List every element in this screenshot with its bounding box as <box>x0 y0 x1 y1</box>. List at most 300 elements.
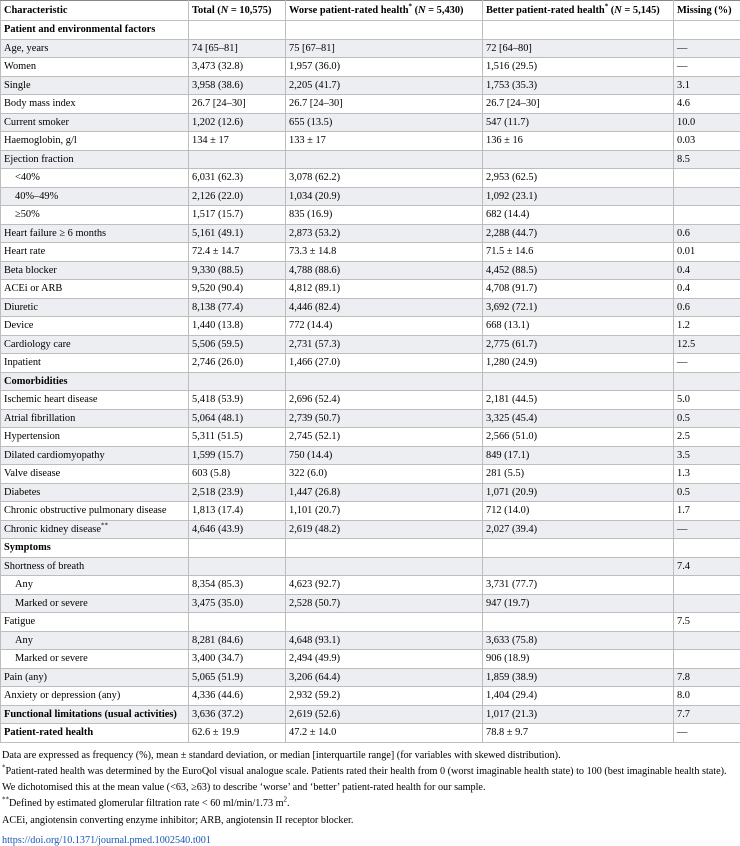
better-cell: 3,692 (72.1) <box>483 298 674 317</box>
section-row <box>1 372 740 391</box>
row-label-text: Single <box>4 80 31 91</box>
total-cell: 74 [65–81] <box>189 39 286 58</box>
row-label <box>1 39 189 58</box>
section-row <box>1 539 740 558</box>
row-label-text: Chronic obstructive pulmonary disease <box>4 505 166 516</box>
total-cell: 1,517 (15.7) <box>189 206 286 225</box>
header-worse-open: ( <box>412 5 418 16</box>
worse-cell <box>286 557 483 576</box>
row-label <box>1 280 189 299</box>
better-cell: 2,027 (39.4) <box>483 520 674 539</box>
empty-cell <box>483 372 674 391</box>
missing-cell: 8.5 <box>674 150 740 169</box>
better-cell: 1,753 (35.3) <box>483 76 674 95</box>
better-cell: 1,859 (38.9) <box>483 668 674 687</box>
table-row <box>1 650 740 669</box>
total-cell: 4,336 (44.6) <box>189 687 286 706</box>
missing-cell <box>674 206 740 225</box>
table-body <box>1 21 740 743</box>
row-label-text: Beta blocker <box>4 265 57 276</box>
better-cell <box>483 150 674 169</box>
header-total-n: N <box>221 5 229 16</box>
better-cell: 2,566 (51.0) <box>483 428 674 447</box>
better-cell: 2,775 (61.7) <box>483 335 674 354</box>
table-row <box>1 557 740 576</box>
table-row <box>1 705 740 724</box>
header-better-footnote-mark: * <box>605 3 609 11</box>
row-label <box>1 317 189 336</box>
row-label <box>1 113 189 132</box>
better-cell: 136 ± 16 <box>483 132 674 151</box>
header-row <box>1 1 740 21</box>
better-cell: 4,452 (88.5) <box>483 261 674 280</box>
row-label-text: Diuretic <box>4 302 38 313</box>
worse-cell: 4,812 (89.1) <box>286 280 483 299</box>
total-cell: 3,958 (38.6) <box>189 76 286 95</box>
total-cell: 8,138 (77.4) <box>189 298 286 317</box>
total-cell <box>189 557 286 576</box>
row-label <box>1 650 189 669</box>
table-header <box>1 1 740 21</box>
table-row <box>1 391 740 410</box>
better-cell: 668 (13.1) <box>483 317 674 336</box>
better-cell: 947 (19.7) <box>483 594 674 613</box>
row-label-text: Age, years <box>4 43 48 54</box>
worse-cell: 3,206 (64.4) <box>286 668 483 687</box>
table-row <box>1 576 740 595</box>
total-cell: 3,636 (37.2) <box>189 705 286 724</box>
total-cell: 3,475 (35.0) <box>189 594 286 613</box>
table-row <box>1 280 740 299</box>
missing-cell: 1.2 <box>674 317 740 336</box>
row-label <box>1 594 189 613</box>
row-label-text: Pain (any) <box>4 672 47 683</box>
row-label <box>1 631 189 650</box>
better-cell: 2,181 (44.5) <box>483 391 674 410</box>
row-label <box>1 298 189 317</box>
header-better-suffix: = 5,145) <box>622 5 660 16</box>
total-cell: 9,520 (90.4) <box>189 280 286 299</box>
header-missing <box>674 1 740 21</box>
worse-cell: 2,619 (48.2) <box>286 520 483 539</box>
total-cell: 1,599 (15.7) <box>189 446 286 465</box>
table-row <box>1 298 740 317</box>
header-missing-label: Missing (%) <box>677 5 732 16</box>
doi-text[interactable]: https://doi.org/10.1371/journal.pmed.1002540.t001 <box>2 835 211 846</box>
table-row <box>1 428 740 447</box>
worse-cell: 2,745 (52.1) <box>286 428 483 447</box>
total-cell: 2,126 (22.0) <box>189 187 286 206</box>
worse-cell <box>286 150 483 169</box>
worse-cell: 655 (13.5) <box>286 113 483 132</box>
note-1 <box>2 748 738 764</box>
row-label-text: Chronic kidney disease <box>4 524 101 535</box>
missing-cell <box>674 650 740 669</box>
missing-cell: 0.4 <box>674 261 740 280</box>
row-label-text: Any <box>15 635 33 646</box>
empty-cell <box>286 372 483 391</box>
empty-cell <box>674 539 740 558</box>
table-row <box>1 483 740 502</box>
header-better-open: ( <box>608 5 614 16</box>
row-label-text: Dilated cardiomyopathy <box>4 450 105 461</box>
table-row <box>1 724 740 743</box>
row-label <box>1 132 189 151</box>
better-cell <box>483 557 674 576</box>
worse-cell: 2,873 (53.2) <box>286 224 483 243</box>
empty-cell <box>189 539 286 558</box>
row-label <box>1 502 189 521</box>
row-label <box>1 354 189 373</box>
missing-cell <box>674 594 740 613</box>
worse-cell: 75 [67–81] <box>286 39 483 58</box>
row-label <box>1 520 189 539</box>
header-total <box>189 1 286 21</box>
row-label-text: Shortness of breath <box>4 561 84 572</box>
table-row <box>1 224 740 243</box>
row-label-text: Heart rate <box>4 246 45 257</box>
header-characteristic <box>1 1 189 21</box>
row-label-text: Diabetes <box>4 487 40 498</box>
total-cell: 603 (5.8) <box>189 465 286 484</box>
header-total-prefix: Total ( <box>192 5 221 16</box>
missing-cell: 0.4 <box>674 280 740 299</box>
total-cell: 5,418 (53.9) <box>189 391 286 410</box>
table-row <box>1 668 740 687</box>
row-label <box>1 95 189 114</box>
row-label <box>1 576 189 595</box>
row-label <box>1 391 189 410</box>
better-cell: 682 (14.4) <box>483 206 674 225</box>
worse-cell <box>286 613 483 632</box>
note-3-text: Defined by estimated glomerular filtration rate < 60 ml/min/1.73 m <box>9 798 284 809</box>
row-label-text: Atrial fibrillation <box>4 413 75 424</box>
missing-cell: — <box>674 58 740 77</box>
better-cell: 281 (5.5) <box>483 465 674 484</box>
table-row <box>1 206 740 225</box>
row-label <box>1 465 189 484</box>
row-label <box>1 169 189 188</box>
note-1-text: Data are expressed as frequency (%), mean ± standard deviation, or median [interquartile range] (for variables with skewed distribution). <box>2 750 561 761</box>
doi-link[interactable] <box>0 829 740 846</box>
row-label <box>1 687 189 706</box>
better-cell: 1,071 (20.9) <box>483 483 674 502</box>
missing-cell: 0.6 <box>674 298 740 317</box>
table-row <box>1 58 740 77</box>
note-3-mark: ** <box>2 796 9 804</box>
empty-cell <box>674 21 740 40</box>
row-label <box>1 483 189 502</box>
row-label-footnote-mark: ** <box>101 521 108 529</box>
better-cell: 547 (11.7) <box>483 113 674 132</box>
table-row <box>1 631 740 650</box>
table-row <box>1 502 740 521</box>
table-row <box>1 354 740 373</box>
empty-cell <box>483 539 674 558</box>
row-label-text: Fatigue <box>4 616 35 627</box>
worse-cell: 2,696 (52.4) <box>286 391 483 410</box>
row-label-text: Heart failure ≥ 6 months <box>4 228 106 239</box>
row-label-text: Any <box>15 579 33 590</box>
better-cell: 4,708 (91.7) <box>483 280 674 299</box>
worse-cell: 73.3 ± 14.8 <box>286 243 483 262</box>
missing-cell: 12.5 <box>674 335 740 354</box>
missing-cell: 5.0 <box>674 391 740 410</box>
row-label-text: ACEi or ARB <box>4 283 62 294</box>
header-better-prefix: Better patient-rated health <box>486 5 605 16</box>
empty-cell <box>674 372 740 391</box>
worse-cell: 772 (14.4) <box>286 317 483 336</box>
total-cell: 72.4 ± 14.7 <box>189 243 286 262</box>
empty-cell <box>189 21 286 40</box>
table-row <box>1 169 740 188</box>
better-cell: 2,953 (62.5) <box>483 169 674 188</box>
note-2-mark: * <box>2 764 6 772</box>
missing-cell: 7.7 <box>674 705 740 724</box>
total-cell: 1,440 (13.8) <box>189 317 286 336</box>
table-row <box>1 465 740 484</box>
worse-cell: 2,494 (49.9) <box>286 650 483 669</box>
better-cell: 78.8 ± 9.7 <box>483 724 674 743</box>
total-cell: 5,161 (49.1) <box>189 224 286 243</box>
table-row <box>1 132 740 151</box>
better-cell: 712 (14.0) <box>483 502 674 521</box>
missing-cell: — <box>674 39 740 58</box>
total-cell: 6,031 (62.3) <box>189 169 286 188</box>
missing-cell: — <box>674 354 740 373</box>
header-worse-prefix: Worse patient-rated health <box>289 5 408 16</box>
row-label-text: Current smoker <box>4 117 69 128</box>
missing-cell: 2.5 <box>674 428 740 447</box>
total-cell <box>189 150 286 169</box>
table-row <box>1 76 740 95</box>
worse-cell: 750 (14.4) <box>286 446 483 465</box>
better-cell: 71.5 ± 14.6 <box>483 243 674 262</box>
better-cell: 72 [64–80] <box>483 39 674 58</box>
better-cell: 849 (17.1) <box>483 446 674 465</box>
worse-cell: 4,623 (92.7) <box>286 576 483 595</box>
note-3-superscript: 2 <box>284 796 288 804</box>
section-row <box>1 21 740 40</box>
total-cell: 2,518 (23.9) <box>189 483 286 502</box>
header-better-n: N <box>614 5 622 16</box>
missing-cell: 0.03 <box>674 132 740 151</box>
note-3 <box>2 796 738 812</box>
missing-cell: 0.5 <box>674 409 740 428</box>
worse-cell: 835 (16.9) <box>286 206 483 225</box>
table-row <box>1 335 740 354</box>
total-cell: 5,065 (51.9) <box>189 668 286 687</box>
row-label-text: Inpatient <box>4 357 41 368</box>
row-label <box>1 224 189 243</box>
worse-cell: 1,447 (26.8) <box>286 483 483 502</box>
row-label <box>1 724 189 743</box>
header-characteristic-label: Characteristic <box>4 5 67 16</box>
missing-cell: 8.0 <box>674 687 740 706</box>
row-label-text: Cardiology care <box>4 339 71 350</box>
total-cell: 26.7 [24–30] <box>189 95 286 114</box>
row-label <box>1 446 189 465</box>
missing-cell: 7.4 <box>674 557 740 576</box>
row-label <box>1 613 189 632</box>
row-label-text: Patient-rated health <box>4 727 93 738</box>
worse-cell: 47.2 ± 14.0 <box>286 724 483 743</box>
note-2 <box>2 764 738 795</box>
worse-cell: 2,932 (59.2) <box>286 687 483 706</box>
row-label-text: Device <box>4 320 33 331</box>
row-label-text: Functional limitations (usual activities) <box>4 709 177 720</box>
table-row <box>1 317 740 336</box>
better-cell <box>483 613 674 632</box>
table-row <box>1 261 740 280</box>
worse-cell: 1,957 (36.0) <box>286 58 483 77</box>
row-label <box>1 58 189 77</box>
table-row <box>1 150 740 169</box>
empty-cell <box>483 21 674 40</box>
worse-cell: 26.7 [24–30] <box>286 95 483 114</box>
total-cell: 5,311 (51.5) <box>189 428 286 447</box>
missing-cell: 0.6 <box>674 224 740 243</box>
missing-cell: 3.5 <box>674 446 740 465</box>
row-label-text: ≥50% <box>15 209 40 220</box>
table-row <box>1 243 740 262</box>
row-label-text: <40% <box>15 172 40 183</box>
header-worse-footnote-mark: * <box>408 3 412 11</box>
total-cell: 4,646 (43.9) <box>189 520 286 539</box>
worse-cell: 4,648 (93.1) <box>286 631 483 650</box>
table-row <box>1 95 740 114</box>
header-total-suffix: = 10,575) <box>228 5 271 16</box>
row-label <box>1 705 189 724</box>
better-cell: 3,633 (75.8) <box>483 631 674 650</box>
missing-cell: 7.8 <box>674 668 740 687</box>
worse-cell: 2,619 (52.6) <box>286 705 483 724</box>
row-label <box>1 206 189 225</box>
missing-cell: 1.3 <box>674 465 740 484</box>
row-label-text: Hypertension <box>4 431 60 442</box>
row-label-text: Body mass index <box>4 98 76 109</box>
better-cell: 1,280 (24.9) <box>483 354 674 373</box>
missing-cell: 1.7 <box>674 502 740 521</box>
total-cell: 5,064 (48.1) <box>189 409 286 428</box>
missing-cell: 10.0 <box>674 113 740 132</box>
worse-cell: 133 ± 17 <box>286 132 483 151</box>
header-worse-suffix: = 5,430) <box>426 5 464 16</box>
missing-cell <box>674 187 740 206</box>
better-cell: 26.7 [24–30] <box>483 95 674 114</box>
table-row <box>1 409 740 428</box>
total-cell: 3,400 (34.7) <box>189 650 286 669</box>
worse-cell: 322 (6.0) <box>286 465 483 484</box>
empty-cell <box>286 539 483 558</box>
row-label <box>1 187 189 206</box>
row-label <box>1 557 189 576</box>
total-cell: 5,506 (59.5) <box>189 335 286 354</box>
worse-cell: 2,739 (50.7) <box>286 409 483 428</box>
row-label-text: 40%–49% <box>15 191 58 202</box>
section-title: Patient and environmental factors <box>1 21 189 40</box>
header-worse <box>286 1 483 21</box>
row-label <box>1 668 189 687</box>
better-cell: 3,731 (77.7) <box>483 576 674 595</box>
row-label-text: Haemoglobin, g/l <box>4 135 77 146</box>
table-row <box>1 113 740 132</box>
header-worse-n: N <box>418 5 426 16</box>
row-label <box>1 409 189 428</box>
row-label-text: Anxiety or depression (any) <box>4 690 120 701</box>
table-notes <box>0 743 740 829</box>
total-cell: 2,746 (26.0) <box>189 354 286 373</box>
header-better <box>483 1 674 21</box>
row-label-text: Ejection fraction <box>4 154 74 165</box>
row-label <box>1 150 189 169</box>
total-cell: 62.6 ± 19.9 <box>189 724 286 743</box>
row-label-text: Women <box>4 61 36 72</box>
better-cell: 906 (18.9) <box>483 650 674 669</box>
note-3-end: . <box>287 798 290 809</box>
better-cell: 2,288 (44.7) <box>483 224 674 243</box>
table-row <box>1 187 740 206</box>
worse-cell: 2,528 (50.7) <box>286 594 483 613</box>
missing-cell <box>674 169 740 188</box>
missing-cell: 3.1 <box>674 76 740 95</box>
row-label <box>1 428 189 447</box>
worse-cell: 2,731 (57.3) <box>286 335 483 354</box>
empty-cell <box>286 21 483 40</box>
worse-cell: 1,466 (27.0) <box>286 354 483 373</box>
row-label-text: Valve disease <box>4 468 60 479</box>
row-label <box>1 76 189 95</box>
worse-cell: 1,101 (20.7) <box>286 502 483 521</box>
row-label-text: Marked or severe <box>15 598 88 609</box>
worse-cell: 1,034 (20.9) <box>286 187 483 206</box>
missing-cell: — <box>674 520 740 539</box>
missing-cell: 0.5 <box>674 483 740 502</box>
row-label-text: Ischemic heart disease <box>4 394 97 405</box>
table-row <box>1 613 740 632</box>
note-4-text: ACEi, angiotensin converting enzyme inhibitor; ARB, angiotensin II receptor blocker. <box>2 815 353 826</box>
row-label <box>1 243 189 262</box>
total-cell: 134 ± 17 <box>189 132 286 151</box>
row-label-text: Marked or severe <box>15 653 88 664</box>
empty-cell <box>189 372 286 391</box>
table-row <box>1 687 740 706</box>
total-cell: 9,330 (88.5) <box>189 261 286 280</box>
table-row <box>1 520 740 539</box>
missing-cell: — <box>674 724 740 743</box>
total-cell: 8,354 (85.3) <box>189 576 286 595</box>
better-cell: 1,017 (21.3) <box>483 705 674 724</box>
worse-cell: 2,205 (41.7) <box>286 76 483 95</box>
missing-cell: 4.6 <box>674 95 740 114</box>
better-cell: 1,516 (29.5) <box>483 58 674 77</box>
missing-cell: 0.01 <box>674 243 740 262</box>
table-row <box>1 446 740 465</box>
worse-cell: 4,446 (82.4) <box>286 298 483 317</box>
better-cell: 1,404 (29.4) <box>483 687 674 706</box>
table-row <box>1 594 740 613</box>
total-cell: 8,281 (84.6) <box>189 631 286 650</box>
total-cell: 3,473 (32.8) <box>189 58 286 77</box>
total-cell: 1,202 (12.6) <box>189 113 286 132</box>
better-cell: 1,092 (23.1) <box>483 187 674 206</box>
worse-cell: 3,078 (62.2) <box>286 169 483 188</box>
note-4 <box>2 813 738 829</box>
missing-cell <box>674 631 740 650</box>
note-2-text: Patient-rated health was determined by the EuroQol visual analogue scale. Patients rated their health from 0 (worst imaginable health state) to 100 (best imaginable health state). We dichotomised this at the mean value (<63, ≥63) to describe ‘worse’ and ‘better’ patient-rated health for our sample. <box>2 766 727 793</box>
better-cell: 3,325 (45.4) <box>483 409 674 428</box>
section-title: Comorbidities <box>1 372 189 391</box>
